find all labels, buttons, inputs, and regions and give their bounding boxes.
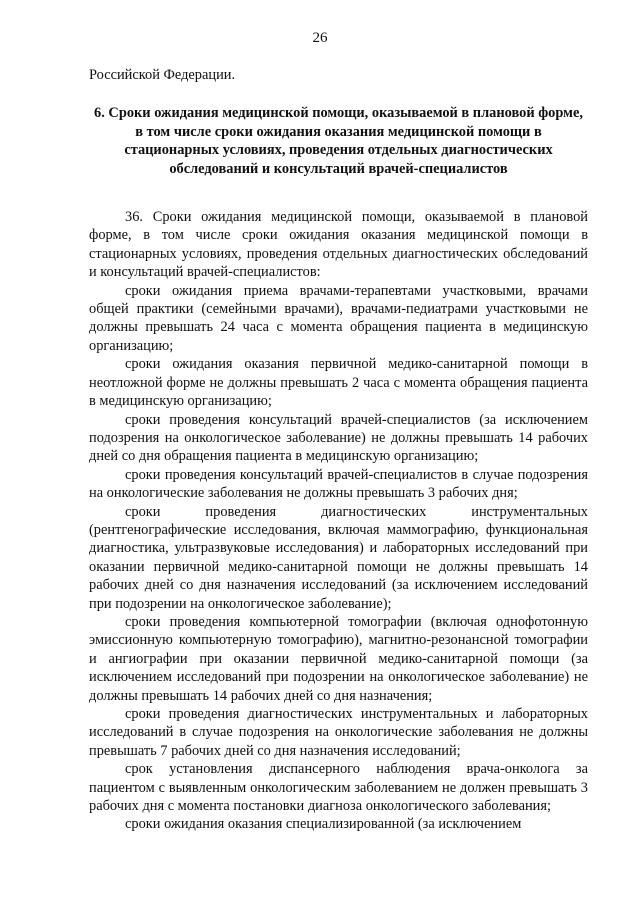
- paragraph-clause-36: 36. Сроки ожидания медицинской помощи, оказываемой в плановой форме, в том числе сроки ожидания оказания медицинской помощи в стационарных условиях, проведения отдельных диагностических обследований и консультаций врачей-специалистов:: [89, 209, 588, 281]
- paragraph-urgent-care-wait: сроки ожидания оказания первичной медико-санитарной помощи в неотложной форме не должны превышать 2 часа с момента обращения пациента в медицинскую организацию;: [89, 356, 588, 410]
- continuation-text: Российской Федерации.: [89, 67, 236, 83]
- paragraph-ct-mri: сроки проведения компьютерной томографии (включая однофотонную эмиссионную компьютерную томографию), магнитно-резонансной томографии и ангиографии при оказании первичной медико-санитарной помощи (за исключением исследований при подозрении на онкологическое заболевание) не должны превышать 14 рабочих дней со дня назначения;: [89, 613, 588, 704]
- paragraph-specialized-care: сроки ожидания оказания специализированной (за исключением: [125, 816, 522, 833]
- paragraph-diagnostic-tests: сроки проведения диагностических инструментальных (рентгенографические исследования, включая маммографию, функциональная диагностика, ультразвуковые исследования) и лабораторных исследований при оказании первичной медико-санитарной помощи не должны превышать 14 рабочих дней со дня назначения исследований (за исключением исследований при подозрении на онкологическое заболевание);: [89, 503, 588, 612]
- page-number: 26: [312, 30, 328, 46]
- paragraph-oncology-diagnostics: сроки проведения диагностических инструментальных и лабораторных исследований в случае подозрения на онкологические заболевания не должны превышать 7 рабочих дней со дня назначения исследований;: [89, 706, 588, 759]
- document-body: [89, 66, 588, 834]
- paragraph-primary-care-wait: сроки ожидания приема врачами-терапевтами участковыми, врачами общей практики (семейными врачами), врачами-педиатрами участковыми не должны превышать 24 часа с момента обращения пациента в медицинскую организацию;: [89, 282, 588, 354]
- paragraph-specialist-consultation: сроки проведения консультаций врачей-специалистов (за исключением подозрения на онкологическое заболевание) не должны превышать 14 рабочих дней со дня обращения пациента в медицинскую организацию;: [89, 411, 588, 465]
- section-heading: 6. Сроки ожидания медицинской помощи, оказываемой в плановой форме, в том числе сроки ожидания оказания медицинской помощи в стационарных условиях, проведения отдельных диагностических обследований и консультаций врачей-специалистов: [94, 105, 583, 177]
- paragraph-oncology-consultation: сроки проведения консультаций врачей-специалистов в случае подозрения на онкологические заболевания не должны превышать 3 рабочих дня;: [89, 466, 588, 502]
- paragraph-oncologist-observation: срок установления диспансерного наблюдения врача-онколога за пациентом с выявленным онкологическим заболеванием не должен превышать 3 рабочих дня с момента постановки диагноза онкологического заболевания;: [89, 761, 588, 815]
